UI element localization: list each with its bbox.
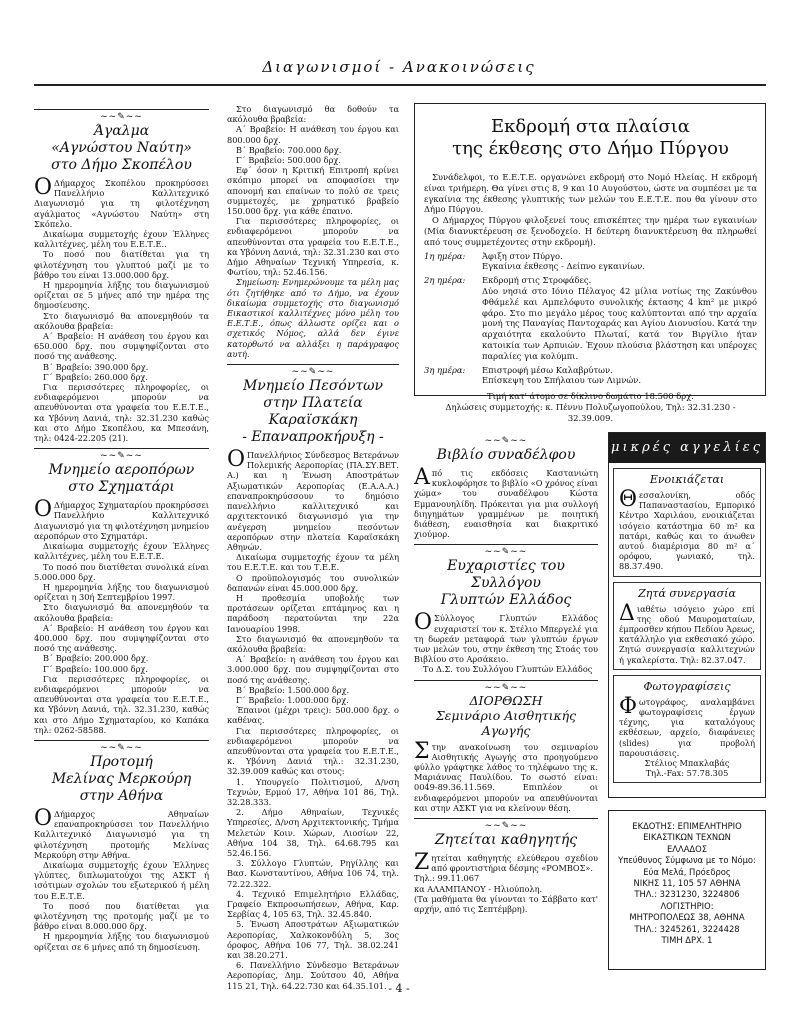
page-number: - 4 - xyxy=(388,982,410,995)
ornament: ~~✎~~ xyxy=(484,547,528,558)
column-3: ~~✎~~ Βιβλίο συναδέλφου Α πό τις εκδόσεις Καστανιώτη κυκλοφόρησε το βιβλίο «Ο χρόνος είναι χώμα» του συναδέλφου Κώστα Εμμανουηλίδη. Πρόκειται για μια συλλογή διηγημάτων γραμμένων με ποιητική διάθεση, ευαισθησία και διακριτικό χιούμορ. ~~✎~~ Ευχαριστίες του Συλλόγου Γλυπτών Ελλάδος Ο Σύλλογος Γλυπτών Ελλάδος ευχαριστεί τον κ. Στέλιο Μπεργελέ για τη δωρεάν μεταφορά των γλυπτών έργων των μελών του, στην έκθεση της Στοάς του Βιβλίου στο Αρσάκειο. Το Δ.Σ. του Συλλόγου Γλυπτών Ελλάδος ~~✎~~ ΔΙΟΡΘΩΣΗ Σεμινάριο Αισθητικής Αγωγής Σ την ανακοίνωση του σεμιναρίου Αισθητικής Αγωγής στο προηγούμενο φύλλο γράφτηκε λάθος το τηλέφωνο της κ. Μαριάννας Παυλίδου. Το σωστό είναι: 0049-89.36.11.569. Επιπλέον οι ενδιαφερόμενοι μπορούν να απευθύνονται και στην ΑΣΚΤ για να κλείνουν θέση. ~~✎~~ Ζητείται καθηγητής Ζ ητείται καθηγητής ελεύθερου σχεδίου από φροντιστήρια δέσμης «ΡΟΜΒΟΣ». Τηλ.: 99.11.067 κα ΑΛΑΜΠΑΝΟΥ - Ηλιούπολη. (Τα μαθήματα θα γίνονται το Σάββατο κατ' αρχήν, από τις Σεπτέμβρη). xyxy=(414,436,598,915)
dropcap: Ο xyxy=(227,447,246,473)
signup: Δηλώσεις συμμετοχής: κ. Πέννυ Πολυζωγοπούλου, Τηλ: 32.31.230 - 32.39.009. xyxy=(445,401,736,423)
excursion-title: Εκδρομή στα πλαίσια της έκθεσης στο Δήμο Πύργου xyxy=(452,116,729,159)
ornament: ~~✎~~ xyxy=(100,112,143,122)
article-title: Μνημείο Πεσόντων στην Πλατεία Καραϊσκάκη - Επαναπροκήρυξη - xyxy=(242,378,384,446)
ornament: ~~✎~~ xyxy=(100,742,143,753)
article-title: Ζητείται καθηγητής xyxy=(434,832,578,849)
article-title: Βιβλίο συναδέλφου xyxy=(436,447,576,463)
signature: Το Δ.Σ. του Συλλόγου Γλυπτών Ελλάδος xyxy=(423,664,593,675)
dropcap: Ο xyxy=(34,497,53,523)
publisher-box: ΕΚΔΟΤΗΣ: ΕΠΙΜΕΛΗΤΗΡΙΟ ΕΙΚΑΣΤΙΚΩΝ ΤΕΧΝΩΝ ΕΛΛΑΔΟΣ Υπεύθυνος Σύμφωνα με το Νόμο: Εύα Μελά, Πρόεδρος ΝΙΚΗΣ 11, 105 57 ΑΘΗΝΑ ΤΗΛ.: 3231230, 3224806 ΛΟΓΙΣΤΗΡΙΟ: ΜΗΤΡΟΠΟΛΕΩΣ 38, ΑΘΗΝΑ ΤΗΛ.: 3245261, 3224428 ΤΙΜΗ ΔΡΧ. 1 xyxy=(608,810,766,970)
paragraph: Δήμαρχος Σκοπέλου προκηρύσσει Πανελλήνιο Καλλιτεχνικό Διαγωνισμό για τη φιλοτέχνηση αγάλματος «Αγνώστου Ναύτη» στη Σκόπελο. xyxy=(34,178,209,229)
ornament: ~~✎~~ xyxy=(291,367,335,378)
day-row: 1η ημέρα: Άφιξη στον Πύργο. Εγκαίνια έκθεσης - Δείπνο εγκαινίων. xyxy=(424,250,645,272)
article-title: Προτομή Μελίνας Μερκούρη στην Αθήνα xyxy=(51,753,192,804)
ad-item: Φωτογραφίσεις Φ ωτογράφος, αναλαμβάνει φωτογραφίσεις έργων τέχνης, για καταλόγους εκθέσεων, αρχείο, διαφάνειες (slides) για προβολή παρουσιάσεις. Στέλιος Μπακλαβάς Τηλ.-Fax: 57.78.305 xyxy=(613,675,761,784)
article-title: Μνημείο αεροπόρων στο Σχηματάρι xyxy=(48,462,195,496)
ornament: ~~✎~~ xyxy=(484,436,528,446)
article-title: Ευχαριστίες του Συλλόγου Γλυπτών Ελλάδος xyxy=(440,558,572,609)
page-header: Διαγωνισμοί - Ανακοινώσεις xyxy=(262,58,536,76)
column-1: ~~✎~~ Άγαλμα «Αγνώστου Ναύτη» στο Δήμο Σκοπέλου Ο Δήμαρχος Σκοπέλου προκηρύσσει Πανελλήνιο Καλλιτεχνικό Διαγωνισμό για τη φιλοτέχνηση αγάλματος «Αγνώστου Ναύτη» στη Σκόπελο. Δικαίωμα συμμετοχής έχουν Έλληνες καλλιτέχνες, μέλη του Ε.Ε.Τ.Ε.. Το ποσό που διατίθεται για τη φιλοτέχνηση του γλυπτού μαζί με το βάθρο του είναι 13.000.000 δρχ. Η ημερομηνία λήξης του διαγωνισμού ορίζεται σε 5 μήνες από την ημέρα της δημοσίευσης. Στο διαγωνισμό θα απονεμηθούν τα ακόλουθα βραβεία: Α΄ Βραβείο: Η ανάθεση του έργου και 650.000 δρχ. που συμψηφίζονται στο ποσό της ανάθεσης. Β΄ Βραβείο: 390.000 δρχ. Γ΄ Βραβείο: 260.000 δρχ. Για περισσότερες πληροφορίες, οι ενδιαφερόμενοι μπορούν να απευθύνονται στα γραφεία του Ε.Ε.Τ.Ε., κα Υβόννη Δανιά, τηλ: 32.31.230 καθώς και στο Δήμο Σκοπέλου, κα Μπεσάνη, τηλ: 0424-22.205 (21). ~~✎~~ Μνημείο αεροπόρων στο Σχηματάρι Ο Δήμαρχος Σχηματαρίου προκηρύσσει Πανελλήνιο Καλλιτεχνικό Διαγωνισμό για τη φιλοτέχνηση μνημείου αεροπόρων στο Σχηματάρι. Δικαίωμα συμμετοχής έχουν Έλληνες καλλιτέχνες, μέλη του Ε.Ε.Τ.Ε. Το ποσό που διατίθεται συνολικά είναι 5.000.000 δρχ. Η ημερομηνία λήξης του διαγωνισμού ορίζεται η 30ή Σεπτεμβρίου 1997. Στο διαγωνισμό θα απονεμηθούν τα ακόλουθα βραβεία: Α΄ Βραβείο: Η ανάθεση του έργου και 400.000 δρχ. που συμψηφίζονται στο ποσό της ανάθεσης. Β΄ Βραβείο: 200.000 δρχ. Γ΄ Βραβείο: 100.000 δρχ. Για περισσότερες πληροφορίες, οι ενδιαφερόμενοι μπορούν να απευθύνονται στα γραφεία του Ε.Ε.Τ.Ε., κα Υβόννη Δανιά, τηλ. 32.31.230, καθώς και στο Δήμο Σχηματαρίου, κο Καπάκα τηλ: 0262-58588. ~~✎~~ Προτομή Μελίνας Μερκούρη στην Αθήνα Ο Δήμαρχος Αθηναίων επαναπροκηρύσσει τον Πανελλήνιο Καλλιτεχνικό Διαγωνισμό για τη φιλοτέχνηση προτομής Μελίνας Μερκούρη στην Αθήνα. Δικαίωμα συμμετοχής έχουν Έλληνες γλύπτες, διπλωματούχοι της ΑΣΚΤ ή ισότιμων σχολών του εξωτερικού ή μέλη του Ε.Ε.Τ.Ε. Το ποσό που διατίθεται για φιλοτέχνηση της προτομής μαζί με το βάθρο είναι 8.000.000 δρχ. Η ημερομηνία λήξης του διαγωνισμού ορίζεται σε 6 μήνες από τη δημοσίευση. xyxy=(34,104,209,952)
price: Τιμή κατ' άτομο σε δίκλινο δωμάτιο 18.500 δρχ. xyxy=(487,391,694,402)
article-title: ΔΙΟΡΘΩΣΗ Σεμινάριο Αισθητικής Αγωγής xyxy=(435,692,577,738)
article-title: Άγαλμα «Αγνώστου Ναύτη» στο Δήμο Σκοπέλου xyxy=(51,123,192,173)
ads-banner: μικρές αγγελίες xyxy=(609,433,765,463)
ornament: ~~✎~~ xyxy=(484,821,528,832)
dropcap: Ο xyxy=(34,805,53,831)
header-rule xyxy=(34,84,766,86)
ornament: ~~✎~~ xyxy=(484,682,528,693)
ad-item: Ενοικιάζεται Θ εσσαλονίκη, οδός Παπαναστασίου, Εμπορικό Κέντρο Χαριλάου, ενοικιάζεται ισόγειο κατάστημα 60 m² κα πατάρι, καθώς και το άνωθεν αυτού διαμέρισμα 80 m² α΄ ορόφου, γωνιακό, τηλ. 88.37.490. xyxy=(613,468,761,577)
day-row: 2η ημέρα: Εκδρομή στις Στροφάδες. Δύο νησιά στο Ιόνιο Πέλαγος 42 μίλια νοτίως της Ζακύνθου Φθάμελέ και Αμπελόφυτο συνολικής έκτασης 4 km² με μικρό φάρο. Στο πιο μεγάλο μέρος τους καλύπτονται από την αρχαία μονή της Παναγίας Παντοχαράς και Αγίου Διονυσίου. Κατά την αρχαιότητα εκαλούντο Πλωταί, κατά τον Βιργίλιο ήταν κατοικία των Αρπυιών. Έχουν πλούσια βλάστηση και υπέροχες παραλίες για κολύμπι. xyxy=(424,275,757,361)
note: Σημείωση: Ενημερώνουμε τα μέλη μας ότι ζητήθηκε από το Δήμο, να έχουν δικαίωμα συμμετοχής στο διαγωνισμό Εικαστικοί καλλιτέχνες μόνο μέλη του Ε.Ε.Τ.Ε., όπως άλλωστε ορίζει και ο σχετικός Νόμος, αλλά δεν έγινε κατορθωτό να αλλάξει η παράγραφος αυτή. xyxy=(227,277,399,359)
excursion-box: Εκδρομή στα πλαίσια της έκθεσης στο Δήμο Πύργου Συνάδελφοι, το Ε.Ε.Τ.Ε. οργανώνει εκδρομή στο Νομό Ηλείας. Η εκδρομή είναι τριήμερη. Θα γίνει στις 8, 9 και 10 Αυγούστου, ώστε να συμπέσει με τα εγκαίνια της έκθεσης γλυπτικής των μελών του Ε.Ε.Τ.Ε. που θα γίνουν στο Δήμο Πύργου. Ο Δήμαρχος Πύργου φιλοξενεί τους επισκέπτες την ημέρα των εγκαινίων (Μία διανυκτέρευση σε ξενοδοχείο. Η δεύτερη διανυκτέρευση θα πληρωθεί από τους συμμετέχοντες στην εκδρομή). 1η ημέρα: Άφιξη στον Πύργο. Εγκαίνια έκθεσης - Δείπνο εγκαινίων. 2η ημέρα: Εκδρομή στις Στροφάδες. Δύο νησιά στο Ιόνιο Πέλαγος 42 μίλια νοτίως της Ζακύνθου Φθάμελέ και Αμπελόφυτο συνολικής έκτασης 4 km² με μικρό φάρο. Στο πιο μεγάλο μέρος τους καλύπτονται από την αρχαία μονή της Παναγίας Παντοχαράς και Αγίου Διονυσίου. Κατά την αρχαιότητα εκαλούντο Πλωταί, κατά τον Βιργίλιο ήταν κατοικία των Αρπυιών. Έχουν πλούσια βλάστηση και υπέροχες παραλίες για κολύμπι. 3η ημέρα: Επιστροφή μέσω Καλαβρύτων. Επίσκεψη του Σπήλαιου των Λιμνών. Τιμή κατ' άτομο σε δίκλινο δωμάτιο 18.500 δρχ. Δηλώσεις συμμετοχής: κ. Πέννυ Πολυζωγοπούλου, Τηλ: 32.31.230 - 32.39.009. xyxy=(414,103,766,396)
day-row: 3η ημέρα: Επιστροφή μέσω Καλαβρύτων. Επίσκεψη του Σπήλαιου των Λιμνών. xyxy=(424,364,642,386)
dropcap: Ο xyxy=(34,175,53,200)
ornament: ~~✎~~ xyxy=(100,451,143,462)
column-2: Στο διαγωνισμό θα δοθούν τα ακόλουθα βραβεία: Α΄ Βραβείο: Η ανάθεση του έργου και 800.000 δρχ. Β΄ Βραβείο: 700.000 δρχ. Γ΄ Βραβείο: 500.000 δρχ. Εφ΄ όσον η Κριτική Επιτροπή κρίνει σκόπιμο μπορεί να αποφασίσει την απονομή και επαίνων το πολύ σε τρεις συμμετοχές, με χρηματικό βραβείο 150.000 δρχ. για κάθε έπαινο. Για περισσότερες πληροφορίες, οι ενδιαφερόμενοι μπορούν να απευθύνονται στα γραφεία του Ε.Ε.Τ.Ε., κα Υβόννη Δανιά, τηλ: 32.31.230 και στο Δήμο Αθηναίων Τεχνική Υπηρεσία, κ. Φωτίου, τηλ: 52.46.156. Σημείωση: Ενημερώνουμε τα μέλη μας ότι ζητήθηκε από το Δήμο, να έχουν δικαίωμα συμμετοχής στο διαγωνισμό Εικαστικοί καλλιτέχνες μόνο μέλη του Ε.Ε.Τ.Ε., όπως άλλωστε ορίζει και ο σχετικός Νόμος, αλλά δεν έγινε κατορθωτό να αλλάξει η παράγραφος αυτή. ~~✎~~ Μνημείο Πεσόντων στην Πλατεία Καραϊσκάκη - Επαναπροκήρυξη - Ο Πανελλήνιος Σύνδεσμος Βετεράνων Πολεμικής Αεροπορίας (ΠΑ.ΣΥ.ΒΕΤ. Α.) και η Ένωση Αποστράτων Αξιωματικών Αεροπορίας (Ε.Α.Α.Α.) επαναπροκηρύσσουν το δημόσιο πανελλήνιο καλλιτεχνικό και αρχιτεκτονικό διαγωνισμό για την ανέγερση μνημείου πεσόντων αεροπόρων στην πλατεία Καραϊσκάκη Αθηνών. Δικαίωμα συμμετοχής έχουν τα μέλη του Ε.Ε.Τ.Ε. και του Τ.Ε.Ε. Ο προϋπολογισμός του συνολικών δαπανών είναι 45.000.000 δρχ. Η προθεσμία υποβολής των προτάσεων ορίζεται επτάμηνος και η παράδοση περατούνται την 22α Ιανουαρίου 1998. Στο διαγωνισμό θα απονεμηθούν τα ακόλουθα βραβεία: Α΄ Βραβείο: η ανάθεση του έργου και 3.000.000 δρχ. που συμψηφίζονται στο ποσό της ανάθεσης. Β΄ Βραβείο: 1.500.000 δρχ. Γ΄ Βραβείο: 1.000.000 δρχ. Έπαινοι (μέχρι τρεις): 500.000 δρχ. ο καθένας. Για περισσότερες πληροφορίες, οι ενδιαφερόμενοι μπορούν να απευθύνονται στα γραφεία του Ε.Ε.Τ.Ε., κ. Υβόννη Δανιά τηλ.: 32.31.230, 32.39.009 καθώς και στους: 1. Υπουργείο Πολιτισμού, Δ/νση Τεχνών, Ερμού 17, Αθήνα 101 86, Τηλ. 32.28.333. 2. Δήμο Αθηναίων, Τεχνικές Υπηρεσίες, Δ/νση Αρχιτεκτονικής, Τμήμα Μελετών Κοιν. Χώρων, Λιοσίων 22, Αθήνα 104 38, Τηλ. 64.68.795 και 52.46.156. 3. Σύλλογο Γλυπτών, Ρηγίλλης και Βασ. Κωνσταντίνου, Αθήνα 106 74, τηλ. 72.22.322. 4. Τεχνικό Επιμελητήριο Ελλάδας, Γραφείο Εκπροσωπήσεων, Αθήνα, Καρ. Σερβίας 4, 105 63, Τηλ. 32.45.840. 5. Ένωση Αποστράτων Αξιωματικών Αεροπορίας, Χαλκοκονδύλη 5, 3ος όροφος, Αθήνα 106 77, Τηλ. 38.02.241 και 38.20.271. 6. Πανελλήνιο Σύνδεσμο Βετεράνων Αεροπορίας, Δημ. Σούτσου 40, Αθήνα 115 21, Τηλ. 64.22.730 και 64.35.101. xyxy=(227,104,399,991)
classified-ads xyxy=(608,432,766,798)
ad-item: Ζητά συνεργασία Δ ιαθέτω ισόγειο χώρο επί της οδού Μαυροματαίων, έμπροσθεν κήπου Πεδίου Άρεως, κατάλληλο για εκθεσιακό χώρο. Ζητώ συνεργασία καλλιτεχνών ή γκαλερίστα. Τηλ: 82.37.047. xyxy=(613,582,761,670)
